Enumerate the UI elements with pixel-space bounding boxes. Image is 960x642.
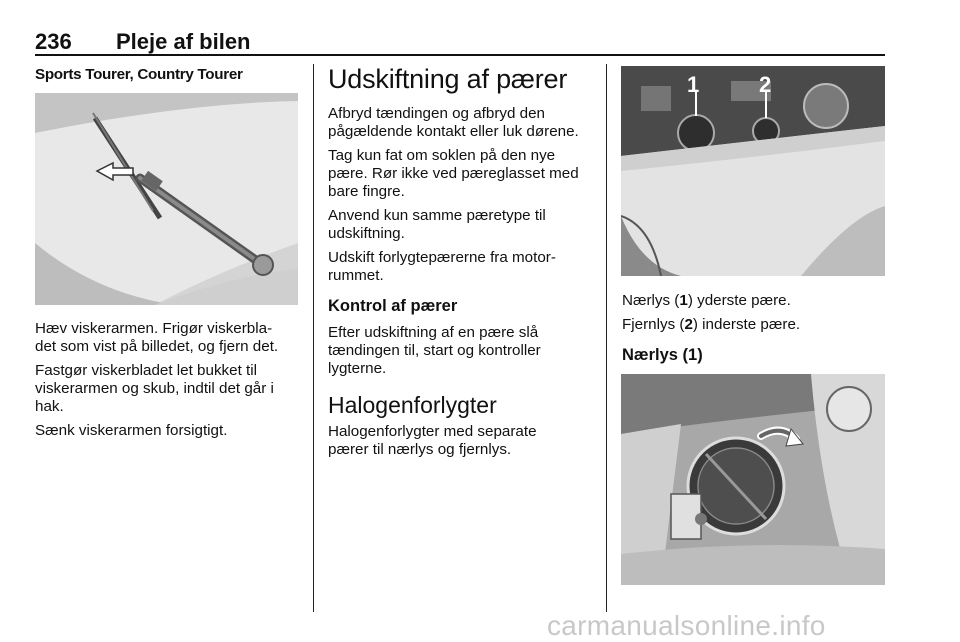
text-line: Hæv viskerarmen. Frigør viskerbla-	[35, 320, 273, 337]
paragraph	[35, 422, 305, 440]
column-1-text	[35, 320, 305, 440]
text-line: tændingen til, start og kontroller	[328, 342, 541, 359]
paragraph	[328, 249, 603, 285]
text-fragment: Nærlys (	[622, 292, 680, 309]
callout-label-2: 2	[759, 72, 772, 97]
text-line: Halogenforlygter med separate	[328, 423, 537, 440]
column-divider-2	[606, 64, 607, 612]
paragraph	[622, 316, 884, 334]
text-line: Tag kun fat om soklen på den nye	[328, 147, 556, 164]
page-title: Pleje af bilen	[116, 29, 251, 54]
text-line: pågældende kontakt eller luk dørene.	[328, 123, 579, 140]
column-1	[35, 66, 303, 83]
subheading: Kontrol af pærer	[328, 297, 458, 315]
text-line: Udskift forlygtepærerne fra motor-	[328, 249, 556, 266]
text-line: Afbryd tændingen og afbryd den	[328, 105, 545, 122]
text-line: bare fingre.	[328, 183, 405, 200]
watermark: carmanualsonline.info	[547, 610, 826, 641]
text-fragment: ) inderste pære.	[692, 316, 801, 333]
text-line: pære. Rør ikke ved pæreglasset med	[328, 165, 579, 182]
text-line: hak.	[35, 398, 64, 415]
text-fragment: ) yderste pære.	[687, 292, 791, 309]
header-rule	[35, 54, 885, 56]
paragraph	[35, 362, 305, 416]
low-beam-cover-illustration	[621, 374, 885, 585]
paragraph	[328, 207, 603, 243]
text-line: Fastgør viskerbladet let bukket til	[35, 362, 257, 379]
section-heading: Udskiftning af pærer	[328, 64, 568, 94]
column-3-text	[622, 292, 884, 365]
page-number: 236	[35, 29, 72, 54]
bulb-number: 1	[679, 292, 688, 309]
bulb-number: 2	[684, 316, 693, 333]
paragraph	[328, 324, 603, 378]
wiper-illustration	[35, 93, 298, 305]
subheading: Nærlys (1)	[622, 346, 703, 364]
text-line: Sænk viskerarmen forsigtigt.	[35, 422, 228, 439]
column-2	[328, 64, 603, 459]
paragraph	[328, 147, 603, 201]
text-line: viskerarmen og skub, indtil det går i	[35, 380, 274, 397]
paragraph	[622, 292, 884, 310]
column-divider-1	[313, 64, 314, 612]
paragraph	[328, 105, 603, 141]
text-fragment: Fjernlys (	[622, 316, 685, 333]
section-heading-2: Halogenforlygter	[328, 392, 497, 418]
text-line: Efter udskiftning af en pære slå	[328, 324, 539, 341]
callout-label-1: 1	[687, 72, 700, 97]
text-line: udskiftning.	[328, 225, 405, 242]
image-caption: Sports Tourer, Country Tourer	[35, 66, 243, 83]
engine-bay-illustration	[621, 66, 885, 276]
text-line: Anvend kun samme pæretype til	[328, 207, 546, 224]
text-line: pærer til nærlys og fjernlys.	[328, 441, 512, 458]
text-line: det som vist på billedet, og fjern det.	[35, 338, 279, 355]
text-line: lygterne.	[328, 360, 387, 377]
text-line: rummet.	[328, 267, 384, 284]
paragraph	[35, 320, 305, 356]
paragraph	[328, 423, 603, 459]
